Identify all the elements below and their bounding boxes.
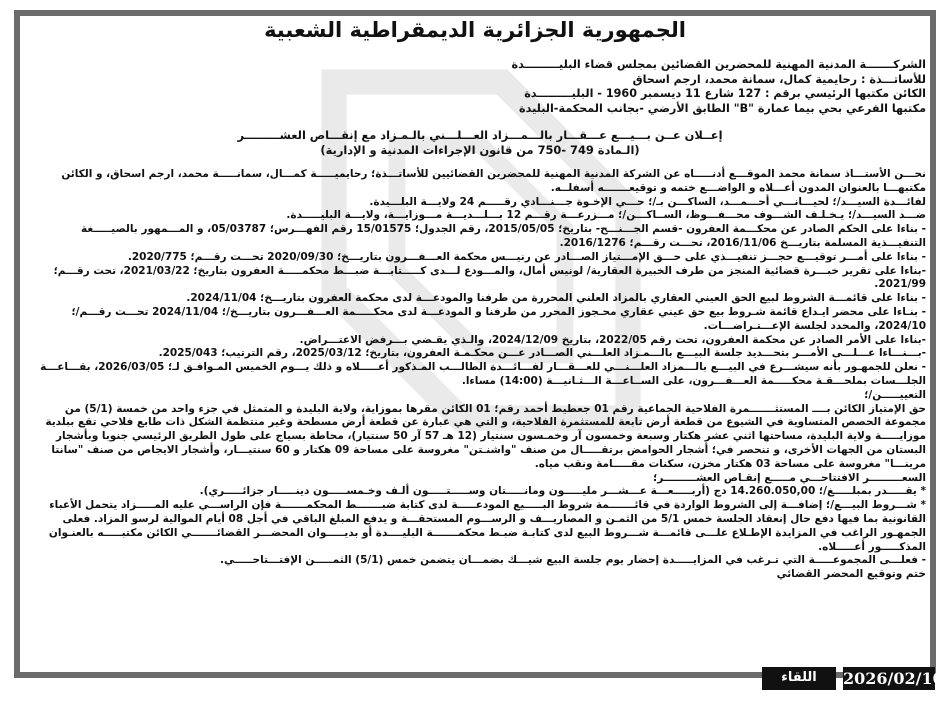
document-title: الجمهورية الجزائرية الديمقراطية الشعبية [264,18,686,42]
publication-date: 2026/02/10 [843,669,944,688]
bailiff-office-header [34,58,926,116]
paragraph: -بناءا على الأمر الصادر عن محكمة العفرون، تحت رقم 2022/05، بتاريخ 2024/12/09، والـذي يقـضي بـــرفض الاعتـــراض. [299,333,926,346]
notice-subtitle: (الـمادة 749 -750 من قانون الإجراءات المدنية و الإدارية) [320,143,640,157]
paragraph: - نعلن للجمهـور بأنه سيشـــرع في البيـــع بالـــمزاد العلـــنـــي للعـــقـــار لفـــائـــدة الطالـــب المـذكور أعـــــلاه و ذلك يـــوم الخميس المـوافـق لـ؛ 2026/03/05، بقـــاعـــة الجلـــسات بملحـــقـة محكـــــمة العـــفـــرون، على الســاعـــة الـــثـانيـــة (14:00) مساءا. [40,361,926,387]
paragraph: * شـــروط البيـــع/؛ إضافـــة إلى الشروط الواردة في قائـــــــمة شروط البـــــيع المودعـــــة لدى كتابة ضبـــــــط المحكمـــــــة فإن الراســـي عليه المـــــزاد يتحمل الأعباء القانونية بما فيها دفع حال إنعقاد الجلسة خمس 5/1 من الثمـن و المصاريـــف و الرســـوم المستحقـــة و يدفع المبلغ الباقي في أجل 08 أيام الموالية لرسو المزاد. فعلى الجمهـور الراغب في المزايدة الإطـلاع علـــى قائمـــة شـــروط البيع لدى كتابـة ضبـط محكمـــــــة البليــــدة أو بديـــــوان المحضـــر القضائـــــــي الكائن مكتبـــــه بالعنـوان المذكـــــور أعـــــلاه. [48,499,926,553]
header-line: الشركـــــــة المدنية المهنية للمحضرين القضائين بمجلس قضاء البليـــــــــدة [511,58,926,71]
paragraph: -بناءا على تقرير خبـــرة قضائية المنجز من طرف الخبيرة العقارية/ لونيس أمال، والمـــودع لـــدى كـــــتابـــة ضبـــط محكمـــــة العفرون بتاريخ؛ 2021/03/22، تحت رقـــم؛ 2021/99. [53,264,926,291]
signature-line: ختم وتوقيع المحضر القضائي [776,568,926,581]
paragraph: نحـــن الأستـــاذ سمانة محمد الموقـــع أدنـــــاه عن الشركة المدنية المهنية للمحضرين القضائيين للأساتـــذة؛ رحايميـــــة كمـــال، سمانـــــة محمد، ارجم اسحاق، و الكائن مكتبهـــا بالعنوان المدون أعـــلاه و الواضـــع ختمه و توقيعـــــــه أسفلــه. [61,168,926,194]
newspaper-source-label: اللقاء [762,667,836,690]
paragraph: - بنـاءا على محضر ايـداع قائمة شـروط بيع حق عيني عقاري محـجوز المحرر من طرفنا و المودعـــة لدى محكـــــمة العـــفـــرون بتاريـــخ/؛ 2024/11/04 تحـــت رقـــم/؛ 2024/10، والمحدد لجلسة الإعـــتـراضـــات. [71,305,926,332]
paragraph: -بـــنـــاءا عـــلـــى الأمـــر بتحـــديد جلسة البيـــع بالـــمـزاد العلـــني الصـــادر عـــن محكـمـة العفرون، بتاريخ؛ 2025/03/12، رقم الترتيب؛ 2025/043. [158,347,926,360]
paragraph: * يقـــــدر بمبلـــــغ/؛ 14.260.050,00 دج (أربـــــعـــة عـــشـــر مليـــــون ومانـــــتان وســـــتـــــون ألـف وخـمســـــون دينـــــار جزائـــــري). [199,485,926,498]
paragraph: - بناءا على قائمـــة الشروط لبيع الحق العيني العقاري بالمزاد العلني المحررة من طرفنا والمودعـــة لدى محكمة العفرون بتاريـــخ؛ 2024/11/04. [186,292,926,305]
header-line: للأساتـــذة : رحايمية كمال، سمانة محمد، ارجم اسحاق [632,72,926,86]
header-line: الكائن مكتبها الرئيسي برقم : 127 شارع 11 ديسمبر 1960 - البليـــــــــدة [524,87,926,100]
paragraph: - بناءا على الحكم الصادر عن محكـــمة العفرون -قسم الجـــنـــح- بتاريخ؛ 2015/05/05، رقم الجدول؛ 15/01575 رقم الفهـــرس؛ 05/03787، و المـــمهور بالصيـــــغة التنفيـــذية المسلمة بتاريـــخ 2016/11/06، تحـــت رقـــم؛ 2016/1276. [81,223,926,249]
paragraph: لفائـــدة السيـــد/؛ لحيـــانـــي أحـــمـــد، الساكـــن بـ/؛ حـــي الإخـوة جـــنـــادي رقـــــم 24 ولايـــة البلـــيدة. [369,195,926,208]
paragraph: - فعلـــى المجموعـــــة التي تـرغب في المزايـــــدة إحضار يوم جلسة البيع شيـــك بضمـــان يتضمن خمس (5/1) الثمـــــن الإفتـــتاحـــــي. [220,554,926,567]
notice-body [34,168,926,582]
notice-content [34,58,926,582]
paragraph: - بناءا على أمـــر توقيـــع حجـــز تنفيـــذي على حـــق الإمـــتياز الصـــادر عن رنيـــس محكمة العـــفـــرون بتاريـــخ؛ 2020/09/30 تحـــت رقـــم؛ 2020/775. [127,250,926,263]
header-line: مكتبها الفرعي بحي بيما عمارة "B" الطابق الأرضي -بجانب المحكمة-البليدة [519,101,926,115]
paragraph: حق الإمتياز الكائن بــــ المستثـــــــمرة الفلاحية الجماعية رقم 01 جعطيط أحمد رقم؛ 01 الكائن مقرها بموزاية، ولاية البليدة و المتمثل في جزء واحد من خمسة (5/1) من مجموعة الحصص المتساوية في الشيوع من قطعة أرض تابعة للمستثمرة الفلاحية، و التي هي عبارة عن قطعة أرض مسطحة وغير منتظمة الشكل ذات طابع فلاحي تقع ببلدية موزايـــــة ولاية البليدة، مساحتها اثني عشر هكتار وسبعة وخمسون آر وخمـسون سنتيار (12 هـ 57 آر 50 سنتيار)، محاطة بسياج على طول الطريق الرئيسي جنوبا وبأشجار البستان من الجهات الأخرى، و تنحصر في؛ أشجار الحوامض برتقـــــال من صنف "واشنـتن" مغروسة على مساحة 09 هكتار و 60 سنتيـــار، وأشجار الايجاص من صنف "سانتا مرينـــا" مغروسة على مساحة 03 هكتار مخزن، سكنات مقـــــامة ونقب مياه. [45,402,926,470]
paragraph: ضـــد السيـــد/؛ يـخـلـف الشـــوف محـــفـــوظ، الســاكـــن/؛ مـــزرعـــة رقـــم 12 بـــلـــديـــة مـــوزايـــة، ولايـــة البليـــــدة. [286,209,926,222]
notice-title: إعــلان عــن بـــيـــع عـــقـــار بالـــمـــزاد العـــلـــني بالـمـزاد مع إنقـــاص العشـــــــــر [237,128,723,142]
section-heading: السعـــــــــر الافتتاحـــي مـــــع إنقـاص العشـــــــــر؛ [653,471,926,484]
section-heading: التعييـــــن/؛ [864,388,926,401]
